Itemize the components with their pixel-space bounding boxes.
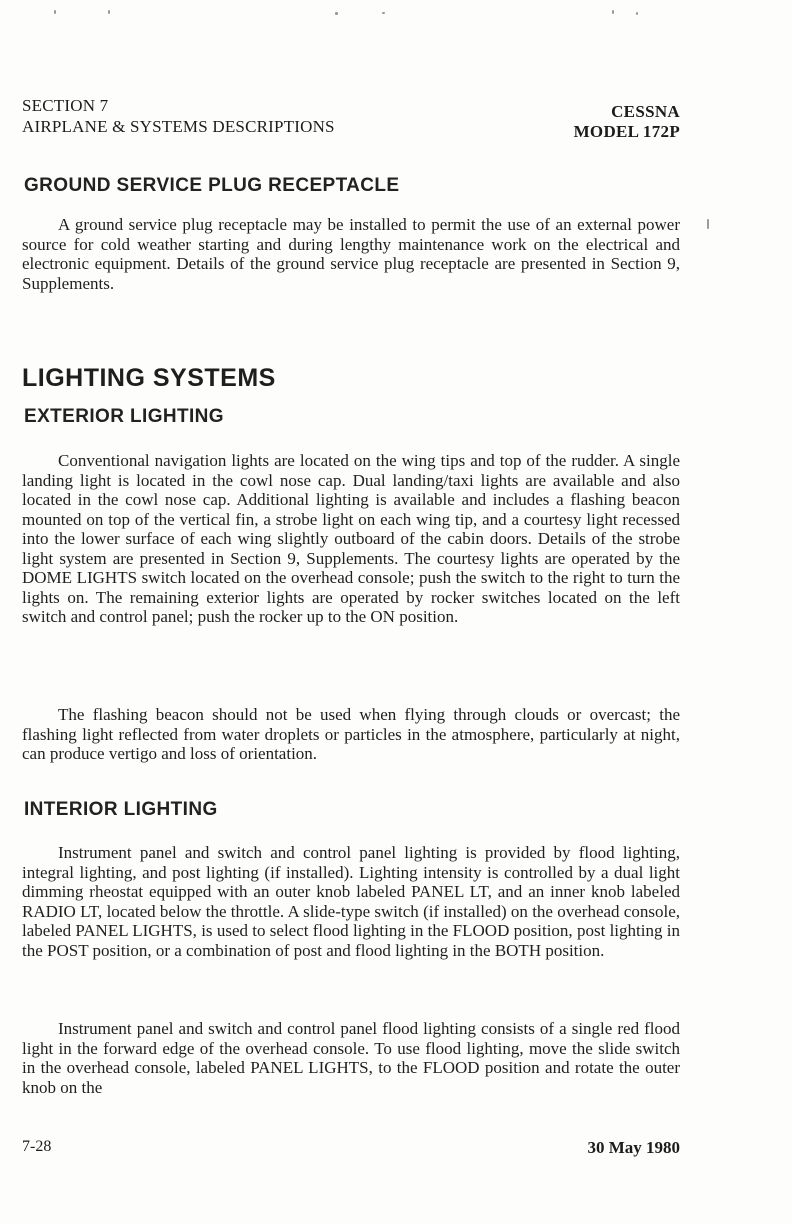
exterior-lighting-paragraph-2: The flashing beacon should not be used when flying through clouds or overcast; the flashing light reflected from water droplets or particles in the atmosphere, particularly at night, can produce vertigo and loss of orientation. — [22, 705, 680, 763]
interior-lighting-heading: INTERIOR LIGHTING — [24, 799, 218, 820]
scan-speck — [707, 219, 709, 229]
exterior-lighting-paragraph-1: Conventional navigation lights are located on the wing tips and top of the rudder. A single landing light is located in the cowl nose cap. Dual landing/taxi lights are available and also located in the cowl nose cap. Additional lighting is available and includes a flashing beacon mounted on top of the vertical fin, a strobe light on each wing tip, and a courtesy light recessed into the lower surface of each wing slightly outboard of the cabin doors. Details of the strobe light system are presented in Section 9, Supplements. The courtesy lights are operated by the DOME LIGHTS switch located on the overhead console; push the switch to the right to turn the lights on. The remaining exterior lights are operated by rocker switches located on the left switch and control panel; push the rocker up to the ON position. — [22, 451, 680, 626]
section-number: SECTION 7 — [22, 96, 109, 115]
model-name: MODEL 172P — [573, 122, 680, 141]
ground-service-heading: GROUND SERVICE PLUG RECEPTACLE — [24, 175, 400, 196]
interior-lighting-paragraph-1: Instrument panel and switch and control panel lighting is provided by flood lighting, integral lighting, and post lighting (if installed). Lighting intensity is controlled by a dual light dimming rheostat equipped with an outer knob labeled PANEL LT, and an inner knob labeled RADIO LT, located below the throttle. A slide-type switch (if installed) on the overhead console, labeled PANEL LIGHTS, is used to select flood lighting in the FLOOD position, post lighting in the POST position, or a combination of post and flood lighting in the BOTH position. — [22, 843, 680, 960]
interior-lighting-paragraph-2: Instrument panel and switch and control panel flood lighting consists of a single red flood light in the forward edge of the overhead console. To use flood lighting, move the slide switch in the overhead console, labeled PANEL LIGHTS, to the FLOOD position and rotate the outer knob on the — [22, 1019, 680, 1097]
ground-service-paragraph: A ground service plug receptacle may be installed to permit the use of an external power source for cold weather starting and during lengthy maintenance work on the electrical and electronic equipment. Details of the ground service plug receptacle are presented in Section 9, Supplements. — [22, 215, 680, 293]
scan-speck — [636, 12, 638, 15]
scan-speck — [108, 10, 110, 14]
revision-date: 30 May 1980 — [587, 1138, 680, 1157]
section-header — [22, 95, 335, 137]
model-header — [574, 102, 680, 142]
scan-speck — [612, 10, 614, 14]
scan-speck — [335, 12, 338, 15]
section-title: AIRPLANE & SYSTEMS DESCRIPTIONS — [22, 117, 335, 136]
scan-speck — [54, 10, 56, 14]
scan-speck — [382, 12, 385, 14]
page-number: 7-28 — [22, 1138, 52, 1155]
exterior-lighting-heading: EXTERIOR LIGHTING — [24, 406, 224, 427]
brand-name: CESSNA — [611, 102, 680, 121]
lighting-systems-heading: LIGHTING SYSTEMS — [22, 364, 276, 392]
